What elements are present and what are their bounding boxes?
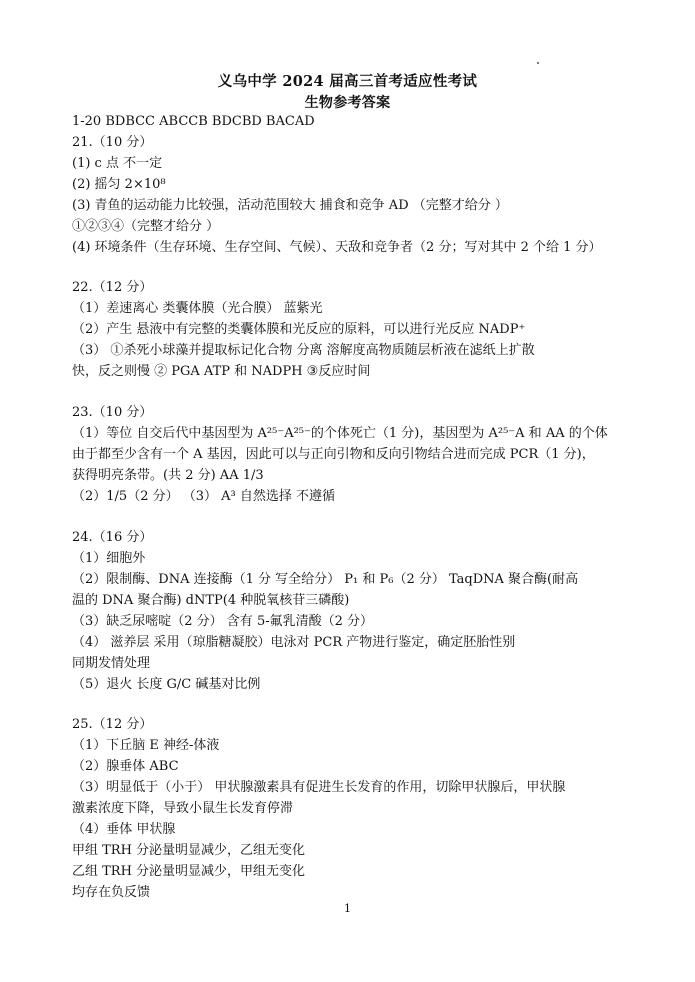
answer-line: (4) 环境条件（生存环境、生存空间、气候）、天敌和竞争者（2 分；写对其中 2 个给 1 分） xyxy=(72,240,602,255)
answer-line: （2）腺垂体 ABC xyxy=(72,759,179,774)
answer-line: （3） ①杀死小球藻并提取标记化合物 分离 溶解度高物质随层析液在滤纸上扩散 xyxy=(72,343,535,358)
answer-line: （2）产生 悬液中有完整的类囊体膜和光反应的原料，可以进行光反应 NADP⁺ xyxy=(72,322,526,337)
answer-line: 甲组 TRH 分泌量明显减少，乙组无变化 xyxy=(72,843,306,858)
page-number: 1 xyxy=(344,902,351,915)
answer-line: （1）下丘脑 E 神经-体液 xyxy=(72,738,220,753)
answer-line: 获得明亮条带。(共 2 分) AA 1/3 xyxy=(72,468,264,483)
answer-line: （3）明显低于（小于） 甲状腺激素具有促进生长发育的作用，切除甲状腺后，甲状腺 xyxy=(72,780,566,795)
answer-line: （1）等位 自交后代中基因型为 A²⁵⁻A²⁵⁻的个体死亡（1 分)，基因型为 A²⁵⁻A 和 AA 的个体 xyxy=(72,426,608,441)
section-23-heading: 23.（10 分） xyxy=(72,405,153,420)
scan-speck xyxy=(537,62,539,64)
answer-line-mc: 1-20 BDBCC ABCCB BDCBD BACAD xyxy=(72,114,315,129)
section-24-heading: 24.（16 分） xyxy=(72,530,153,545)
answer-line: 激素浓度下降，导致小鼠生长发育停滞 xyxy=(72,801,294,816)
answer-line: （1）细胞外 xyxy=(72,551,146,566)
page-subtitle: 生物参考答案 xyxy=(304,95,391,111)
answer-line: (3) 青鱼的运动能力比较强，活动范围较大 捕食和竞争 AD （完整才给分 ） xyxy=(72,198,508,213)
section-21-heading: 21.（10 分） xyxy=(72,135,153,150)
answer-line: （4）垂体 甲状腺 xyxy=(72,822,176,837)
section-25-heading: 25.（12 分） xyxy=(72,717,153,732)
answer-line: （1）差速离心 类囊体膜（光合膜） 蓝紫光 xyxy=(72,301,323,316)
answer-line: （2）1/5（2 分） （3） A³ 自然选择 不遵循 xyxy=(72,489,335,504)
answer-line: 快，反之则慢 ② PGA ATP 和 NADPH ③反应时间 xyxy=(72,364,371,379)
answer-line: 同期发情处理 xyxy=(72,656,151,671)
answer-line: （2）限制酶、DNA 连接酶（1 分 写全给分） P₁ 和 P₆（2 分） TaqDNA 聚合酶(耐高 xyxy=(72,572,579,587)
page-title: 义乌中学 2024 届高三首考适应性考试 xyxy=(217,73,478,90)
answer-line: （3）缺乏尿嘧啶（2 分） 含有 5-氟乳清酸（2 分） xyxy=(72,614,374,629)
answer-line: (1) c 点 不一定 xyxy=(72,156,163,171)
answer-line: 均存在负反馈 xyxy=(72,885,151,900)
answer-line: 温的 DNA 聚合酶) dNTP(4 种脱氧核苷三磷酸) xyxy=(72,593,350,608)
answer-line: (2) 摇匀 2×10⁸ xyxy=(72,177,166,192)
answer-line: 由于都至少含有一个 A 基因，因此可以与正向引物和反向引物结合进而完成 PCR（1 分)， xyxy=(72,447,595,462)
answer-line: （5）退火 长度 G/C 碱基对比例 xyxy=(72,677,261,692)
answer-line: 乙组 TRH 分泌量明显减少，甲组无变化 xyxy=(72,864,306,879)
section-22-heading: 22.（12 分） xyxy=(72,280,153,295)
answer-line: ①②③④（完整才给分 ） xyxy=(72,219,220,234)
answer-line: （4） 滋养层 采用（琼脂糖凝胶）电泳对 PCR 产物进行鉴定，确定胚胎性别 xyxy=(72,635,516,650)
